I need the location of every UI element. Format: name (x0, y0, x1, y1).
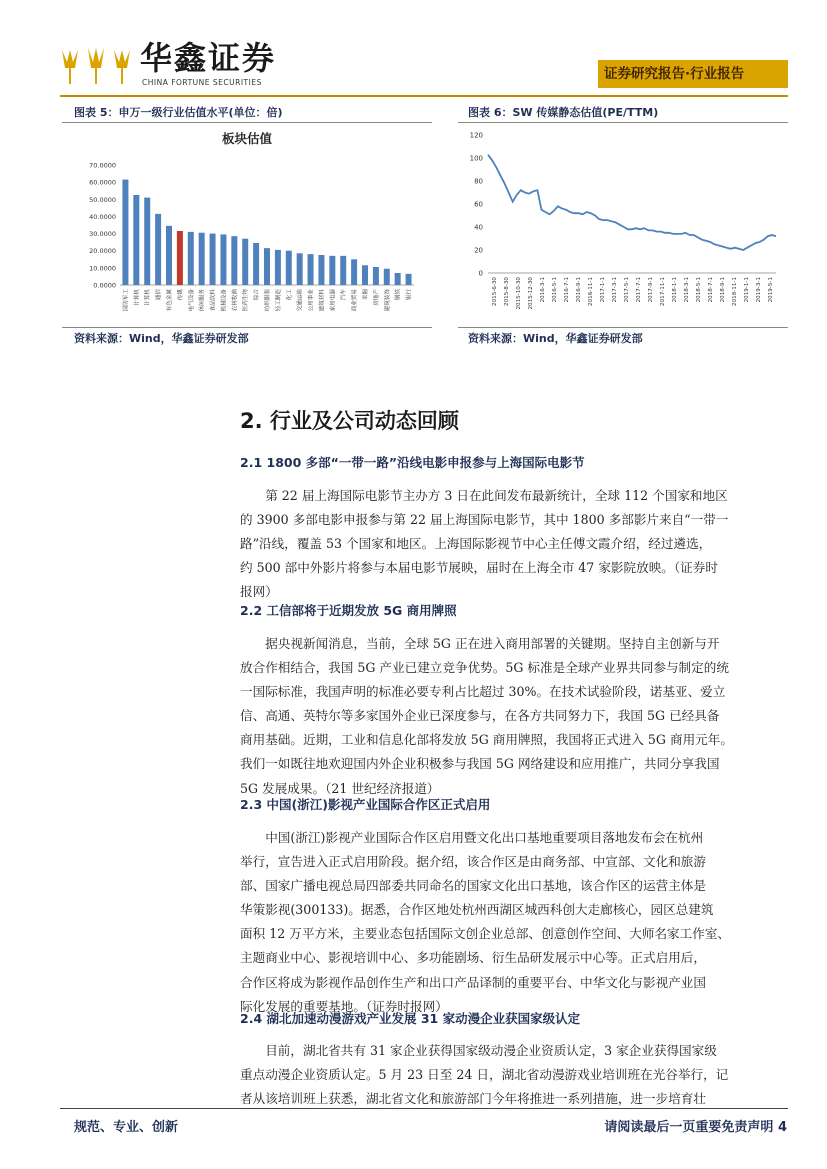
news-body-2-1 (240, 484, 788, 604)
chart5-x-tick: 医药生物 (243, 289, 250, 312)
chart5-bar (297, 253, 303, 285)
header-divider (60, 95, 788, 97)
chart6-x-tick: 2016-5-1 (552, 277, 558, 303)
chart6-x-tick: 2018-3-1 (684, 277, 690, 303)
chart6-x-tick: 2015-8-30 (504, 277, 510, 306)
chart5-x-tick: 国防军工 (123, 289, 130, 312)
chart5-x-tick: 房地产 (373, 289, 380, 306)
chart5-bar (286, 251, 292, 285)
chart5-x-tick: 计算机 (145, 289, 152, 306)
news-body-2-3 (240, 826, 788, 1019)
chart5-x-tick: 农林牧渔 (232, 289, 239, 312)
body-line: 主题商业中心、影视培训中心、多功能剧场、衍生品研发展示中心等。正式启用后， (240, 950, 706, 966)
news-body-2-2 (240, 632, 788, 801)
chart6-x-tick: 2015-6-30 (492, 277, 498, 306)
company-logo-icon (58, 44, 136, 86)
chart6-y-tick: 80 (474, 177, 483, 186)
chart5-x-tick: 有色金属 (167, 289, 173, 312)
chart5-title: 板块估值 (221, 131, 273, 146)
chart5-bar (406, 274, 412, 285)
page-number: 4 (777, 1120, 787, 1135)
chart5-bar (144, 198, 150, 285)
chart5-bar (384, 269, 390, 285)
chart5-x-tick: 建筑装饰 (384, 289, 391, 312)
body-line: 华策影视(300133)。据悉，合作区地处杭州西湖区城西科创大走廊核心，园区总建筑 (240, 902, 714, 918)
footer-divider (60, 1108, 788, 1109)
body-line: 路”沿线，覆盖 53 个国家和地区。上海国际影视节中心主任傅文霞介绍，经过遴选， (240, 536, 712, 552)
chart5-x-tick: 化工 (286, 289, 293, 301)
chart5-bar (395, 273, 401, 285)
chart5-bar (166, 226, 172, 285)
chart5-y-tick: 0.0000 (93, 281, 116, 290)
chart6-x-tick: 2017-3-1 (612, 277, 618, 303)
news-heading-2-3: 2.3 中国(浙江)影视产业国际合作区正式启用 (240, 797, 491, 812)
body-line: 的 3900 多部电影申报参与第 22 届上海国际电影节，其中 1800 多部影片来自“一带一 (240, 512, 729, 528)
body-line: 信、高通、英特尔等多家国外企业已深度参与，在各方共同努力下，我国 5G 已经具备 (240, 708, 720, 724)
chart5-y-tick: 10.0000 (89, 264, 116, 273)
chart5-x-tick: 纺织服装 (265, 289, 271, 312)
chart6-x-tick: 2019-3-1 (756, 277, 762, 303)
chart5-bar (155, 214, 161, 285)
chart6-x-tick: 2017-11-1 (660, 277, 666, 306)
chart5-x-tick: 计算机 (134, 289, 141, 306)
chart6-y-tick: 120 (469, 131, 483, 140)
chart6-x-tick: 2017-7-1 (636, 277, 642, 303)
chart5-x-tick: 轻工制造 (275, 289, 282, 312)
chart6-x-tick: 2018-9-1 (720, 277, 726, 303)
chart5-bar (231, 236, 237, 285)
chart6-x-tick: 2017-5-1 (624, 277, 630, 303)
chart6-y-tick: 20 (474, 246, 483, 255)
chart5-x-tick: 通信 (156, 289, 163, 301)
chart5-x-tick: 传媒 (177, 289, 184, 301)
chart5-y-tick: 70.0000 (89, 161, 116, 170)
chart5-x-tick: 电气设备 (188, 289, 195, 312)
chart5-bar (373, 267, 379, 285)
body-line: 我们一如既往地欢迎国内外企业积极参与我国 5G 网络建设和应用推广，共同分享我国 (240, 756, 720, 772)
chart5-y-tick: 60.0000 (89, 178, 116, 187)
chart5-bar (340, 256, 346, 285)
body-line: 目前，湖北省共有 31 家企业获得国家级动漫企业资质认定，3 家企业获得国家级 (265, 1043, 717, 1058)
chart6-x-tick: 2019-1-1 (744, 277, 750, 303)
chart5-bar (188, 232, 194, 285)
chart5-bar (199, 233, 205, 285)
chart5-x-tick: 银行 (406, 289, 413, 301)
section-title: 2. 行业及公司动态回顾 (240, 409, 459, 433)
figure5-source: 资料来源：Wind，华鑫证券研发部 (74, 332, 249, 345)
chart5-x-tick: 家用电器 (330, 289, 337, 312)
chart5-bar (264, 248, 270, 285)
footer-slogan: 规范、专业、创新 (74, 1120, 179, 1135)
body-line: 据央视新闻消息，当前，全球 5G 正在进入商用部署的关键期。坚持自主创新与开 (265, 636, 720, 651)
chart6-series-line (488, 155, 776, 250)
chart6-x-tick: 2018-1-1 (672, 277, 678, 303)
body-line: 面积 12 万平方米，主要业态包括国际文创企业总部、创意创作空间、大师名家工作室、 (240, 926, 731, 942)
chart5-bar (308, 254, 314, 285)
chart5-x-tick: 交通运输 (297, 289, 304, 312)
chart5-bar (210, 234, 216, 285)
body-line: 第 22 届上海国际电影节主办方 3 日在此间发布最新统计，全球 112 个国家和地区 (265, 488, 728, 503)
figure6-line-chart (458, 123, 788, 325)
body-line: 约 500 部中外影片将参与本届电影节展映，届时在上海全市 47 家影院放映。（证券时 (240, 560, 718, 576)
chart5-bar (253, 243, 259, 285)
chart6-x-tick: 2016-9-1 (576, 277, 582, 303)
chart5-bar (329, 256, 335, 285)
news-heading-2-1: 2.1 1800 多部“一带一路”沿线电影申报参与上海国际电影节 (240, 455, 585, 470)
figure6-source: 资料来源：Wind，华鑫证券研发部 (468, 332, 643, 345)
chart5-y-tick: 30.0000 (89, 230, 116, 239)
body-line: 者从该培训班上获悉，湖北省文化和旅游部门今年将推进一系列措施，进一步培育壮 (240, 1091, 706, 1107)
chart6-x-tick: 2018-5-1 (696, 277, 702, 303)
chart5-bar (351, 259, 357, 285)
chart5-x-tick: 商业贸易 (352, 289, 359, 312)
figure5-bar-chart (62, 123, 432, 325)
chart6-y-tick: 0 (478, 269, 483, 278)
chart5-x-tick: 综合 (254, 289, 261, 301)
chart6-x-tick: 2016-11-1 (588, 277, 594, 306)
chart6-x-tick: 2017-1-1 (600, 277, 606, 303)
chart5-y-tick: 20.0000 (89, 247, 116, 256)
chart5-y-tick: 50.0000 (89, 195, 116, 204)
chart5-bar (133, 195, 139, 285)
body-line: 际化发展的重要基地。（证券时报网） (240, 998, 448, 1014)
chart6-y-tick: 40 (474, 223, 483, 232)
news-body-2-4 (240, 1039, 788, 1111)
chart5-x-tick: 机械设备 (221, 289, 228, 312)
figure6-caption: 图表 6：SW 传媒静态估值(PE/TTM) (468, 106, 659, 119)
chart5-x-tick: 食品饮料 (210, 289, 217, 312)
chart5-bar (275, 250, 281, 285)
report-type-label: 证券研究报告·行业报告 (604, 66, 745, 82)
chart5-bar (242, 239, 248, 285)
company-name-en: CHINA FORTUNE SECURITIES (142, 78, 262, 87)
chart6-x-tick: 2016-3-1 (540, 277, 546, 303)
company-name-cn: 华鑫证券 (140, 39, 277, 77)
body-line: 举行，宣告进入正式启用阶段。据介绍，该合作区是由商务部、中宣部、文化和旅游 (240, 854, 706, 870)
chart6-x-tick: 2015-10-30 (516, 277, 522, 310)
body-line: 部、国家广播电视总局四部委共同命名的国家文化出口基地，该合作区的运营主体是 (240, 878, 706, 894)
chart5-x-tick: 采掘 (363, 289, 369, 301)
chart5-x-tick: 汽车 (341, 289, 348, 301)
chart6-x-tick: 2018-7-1 (708, 277, 714, 303)
chart6-x-tick: 2015-12-30 (528, 277, 534, 310)
chart6-y-tick: 100 (469, 154, 483, 163)
figure5-caption: 图表 5：申万一级行业估值水平(单位：倍) (74, 106, 283, 119)
body-line: 放合作相结合，我国 5G 产业已建立竞争优势。5G 标准是全球产业界共同参与制定的统 (240, 660, 729, 676)
chart5-bar (122, 180, 128, 285)
chart6-y-tick: 60 (474, 200, 483, 209)
chart5-x-tick: 休闲服务 (199, 289, 206, 312)
chart5-x-tick: 公用事业 (308, 289, 315, 312)
news-heading-2-4: 2.4 湖北加速动漫游戏产业发展 31 家动漫企业获国家级认定 (240, 1011, 581, 1026)
chart6-x-tick: 2018-11-1 (732, 277, 738, 306)
chart6-x-tick: 2016-7-1 (564, 277, 570, 303)
chart5-x-tick: 建筑材料 (319, 289, 326, 312)
body-line: 一国际标准，我国声明的标准必要专利占比超过 30%。在技术试验阶段，诺基亚、爱立 (240, 684, 726, 700)
body-line: 合作区将成为影视作品创作生产和出口产品译制的重要平台、中华文化与影视产业国 (240, 974, 706, 990)
body-line: 报网） (240, 584, 278, 600)
chart5-bar (362, 265, 368, 285)
body-line: 重点动漫企业资质认定。5 月 23 日至 24 日，湖北省动漫游戏业培训班在光谷举行，记 (240, 1067, 729, 1083)
chart5-bar (318, 255, 324, 285)
chart5-y-tick: 40.0000 (89, 212, 116, 221)
body-line: 中国(浙江)影视产业国际合作区启用暨文化出口基地重要项目落地发布会在杭州 (265, 830, 704, 845)
chart5-bar (177, 231, 183, 285)
disclaimer-link[interactable]: 请阅读最后一页重要免责声明 (604, 1120, 774, 1135)
chart6-x-tick: 2019-5-1 (768, 277, 774, 303)
chart5-x-tick: 钢铁 (395, 289, 402, 301)
chart5-bar (220, 234, 226, 285)
body-line: 商用基础。近期，工业和信息化部将发放 5G 商用牌照，我国将正式进入 5G 商用元年。 (240, 732, 733, 748)
news-heading-2-2: 2.2 工信部将于近期发放 5G 商用牌照 (240, 603, 457, 618)
chart6-x-tick: 2017-9-1 (648, 277, 654, 303)
body-line: 5G 发展成果。（21 世纪经济报道） (240, 780, 440, 796)
footer-disclaimer (604, 1116, 787, 1135)
